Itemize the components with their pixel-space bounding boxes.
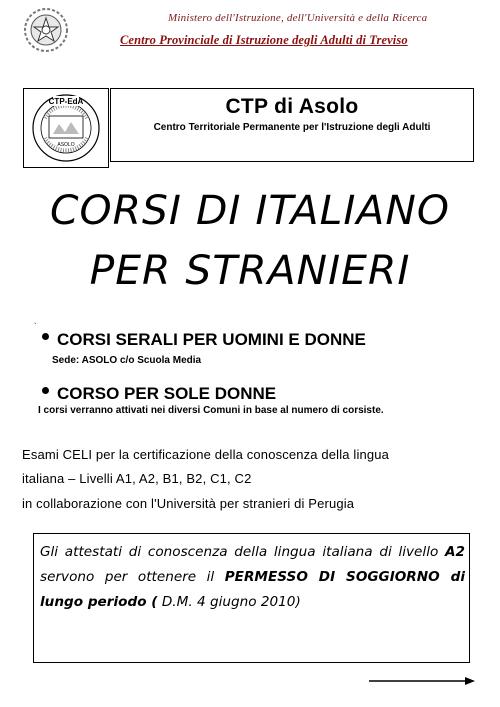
ctp-subtitle: Centro Territoriale Permanente per l'Istruzione degli Adulti <box>153 122 431 133</box>
note-part-1: Gli attestati di conoscenza della lingua italiana di livello <box>40 544 446 560</box>
bullet-item-sole-donne <box>42 384 276 404</box>
bullet-label: CORSO PER SOLE DONNE <box>57 384 277 403</box>
centro-provinciale-heading: Centro Provinciale di Istruzione degli Adulti di Treviso <box>120 33 408 47</box>
ministry-heading: Ministero dell'Istruzione, dell'Università e della Ricerca <box>168 12 428 24</box>
exam-line-3: in collaborazione con l'Università per stranieri di Perugia <box>22 496 355 511</box>
bullet-label: CORSI SERALI PER UOMINI E DONNE <box>57 330 366 349</box>
exam-line-1: Esami CELI per la certificazione della conoscenza della lingua <box>22 447 389 462</box>
headline-line-1: CORSI DI ITALIANO <box>49 188 451 234</box>
headline-line-2: PER STRANIERI <box>89 248 411 294</box>
logo-ring-text: CTP-EdA <box>48 97 84 106</box>
stray-mark: ` <box>34 322 37 331</box>
bullet-detail-comuni: I corsi verranno attivati nei diversi Comuni in base al numero di corsiste. <box>38 405 384 416</box>
logo-inner-text: ASOLO <box>57 142 75 148</box>
note-part-2: servono per ottenere il <box>40 569 225 585</box>
note-permit: PERMESSO DI SOGGIORNO di lungo periodo ( <box>40 569 465 610</box>
arrow-right-icon <box>369 674 475 688</box>
ctp-title: CTP di Asolo <box>225 95 359 118</box>
bullet-dot-icon <box>42 387 49 394</box>
bullet-dot-icon <box>42 333 49 340</box>
bullet-detail-sede: Sede: ASOLO c/o Scuola Media <box>52 355 202 366</box>
note-part-3: D.M. 4 giugno 2010) <box>157 594 301 610</box>
ctp-eda-logo <box>23 88 109 168</box>
bullet-item-serali <box>42 330 366 350</box>
note-level: A2 <box>445 544 465 560</box>
republic-emblem-icon <box>22 6 70 54</box>
permit-note-box <box>33 533 470 663</box>
exam-line-2: italiana – Livelli A1, A2, B1, B2, C1, C2 <box>22 471 252 486</box>
permit-note-text <box>40 540 465 615</box>
ctp-header-box <box>110 88 474 162</box>
